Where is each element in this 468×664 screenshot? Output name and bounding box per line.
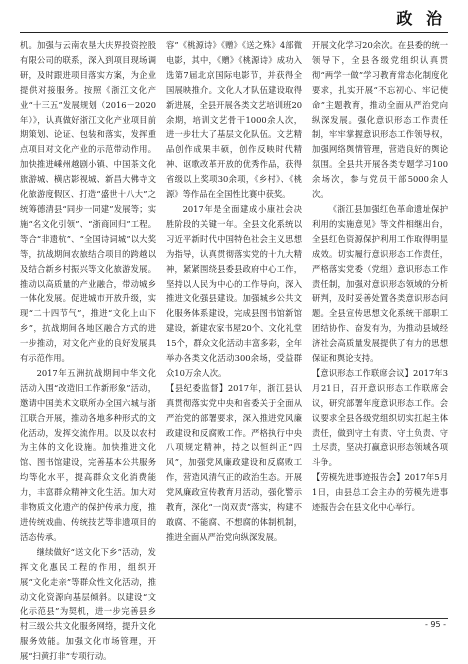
paragraph: 开展文化学习20余次。在县委的统一领导下，全县各级党组织认真贯彻“两学一做”学习教育常态化制度化要求，扎实开展“不忘初心、牢记使命”主题教育，推动全面从严治党向纵深发展。强化意识形态工作责任制，牢牢掌握意识形态工作领导权，加强网络舆情管理，营造良好的舆论氛围。全县共开展各类专题学习100余场次，参与党员干部5000余人次。 <box>312 40 448 200</box>
paragraph: 【劳模先进事迹报告会】2017年5月1日，由县总工会主办的劳模先进事迹报告会在县文化中心举行。 <box>312 472 448 513</box>
page-number: - 95 - <box>424 620 446 629</box>
page-footer <box>0 618 468 634</box>
paragraph: 2017年五洲抗战期间中华文化活动入围“改造旧工作新形象”活动，邀请中国美术文联所办全国六城与浙江联合开展，推动各地多种形式的文化活动，发挥交流作用。以及以农村为主体的文化设施。加快推进文化馆、图书馆建设，完善基本公共服务均等化水平，提高群众文化消费能力，丰富群众精神文化生活。加大对非物质文化遗产的保护传承力度，推进传统戏曲、传统技艺等非遗项目的活态传承。 <box>20 367 156 542</box>
column-2 <box>166 38 302 620</box>
section-title: 政 治 <box>396 9 446 28</box>
paragraph: 【意识形态工作联席会议】2017年3月21日，召开意识形态工作联席会议，研究部署年度意识形态工作。会议要求全县各级党组织切实扛起主体责任，做到守土有责、守土负责、守土尽责，坚决打赢意识形态领域各项斗争。 <box>312 367 448 468</box>
paragraph: 机。加强与云南农垦大庆界投资控股有限公司的联系，深入到项目现场调研，及时跟进项目落实方案，为企业提供对接服务。按照《浙江文化产业“十三五”发展规划（2016－2020年）》，认真做好浙江文化产业项目前期策划、论证、包装和落实，发挥重点项目对文化产业的示范带动作用。加快推进嵊州越剧小镇、中国茶文化旅游城、横店影视城、新昌大佛寺文化旅游度假区、打造“盛世十八大”之统筹德清县“同步一同建”发展等；实施“名文化引领”、“浙商回归”工程。等合“非遗杭”、“全国诗词城”以大奖等，抗战期间农旅结合项目的跨越以及结合新乡村振兴等文化旅游发展。推动以高质量的产业融合，带动城乡一体化发展。促进城市开放升级，实现“二十四节气”，推进“文化上山下乡”，抗战期间各地区融合方式的进一步推动，对文化产业的良好发展具有示范作用。 <box>20 40 156 364</box>
page-header <box>0 0 468 34</box>
paragraph: 2017年是全面建成小康社会决胜阶段的关键一年。全县文化系统以习近平新时代中国特色社会主义思想为指导，认真贯彻落实党的十九大精神，紧紧围绕县委县政府中心工作，坚持以人民为中心的工作导向，深入推进文化强县建设。加强城乡公共文化服务体系建设，完成县图书馆新馆建设，新建农家书屋20个、文化礼堂15个，群众文化活动丰富多彩，全年举办各类文化活动300余场，受益群众10万余人次。 <box>166 203 302 378</box>
paragraph: 【县纪委监督】2017年，浙江县认真贯彻落实党中央和省委关于全面从严治党的部署要求，深入推进党风廉政建设和反腐败工作。严格执行中央八项规定精神，持之以恒纠正“四风”，加强党风廉政建设和反腐败工作，营造风清气正的政治生态。开展党风廉政宣传教育月活动，强化警示教育，深化“一岗双责”落实，构建不敢腐、不能腐、不想腐的体制机制，推进全面从严治党向纵深发展。 <box>166 382 302 542</box>
paragraph: 容”《桃源诗》《赠》《送之殊》4部微电影，其中，《赠》《桃源诗》成功入选第7届北京国际电影节，并获得全国展映推介。文化人才队伍建设取得新进展，全县开展各类文艺培训班20余期，培训文艺骨干1000余人次，进一步壮大了基层文化队伍。文艺精品创作成果丰硕，创作反映时代精神、讴歌改革开放的优秀作品，获得省级以上奖项30余项，《乡村》、《桃源》等作品在全国性比赛中获奖。 <box>166 40 302 200</box>
column-1 <box>20 38 156 662</box>
footer-rule <box>20 618 448 619</box>
paragraph: 继续做好“送文化下乡”活动，发挥文化惠民工程的作用，组织开展“文化走亲”等群众性文化活动，推动文化资源向基层倾斜。以建设“文化示范县”为契机，进一步完善县乡村三级公共文化服务网络，提升文化服务效能。加强文化市场管理，开展“扫黄打非”专项行动。 <box>20 546 156 662</box>
column-3 <box>312 38 448 620</box>
paragraph: 《浙江县加强红色革命遗址保护利用的实施意见》等文件相继出台，全县红色资源保护利用工作取得明显成效。切实履行意识形态工作责任，严格落实党委（党组）意识形态工作责任制，加强对意识形态领域的分析研判，及时妥善处置各类意识形态问题。全县宣传思想文化系统干部职工团结协作、奋发有为，为推动县域经济社会高质量发展提供了有力的思想保证和舆论支持。 <box>312 203 448 364</box>
header-rule <box>20 32 448 33</box>
